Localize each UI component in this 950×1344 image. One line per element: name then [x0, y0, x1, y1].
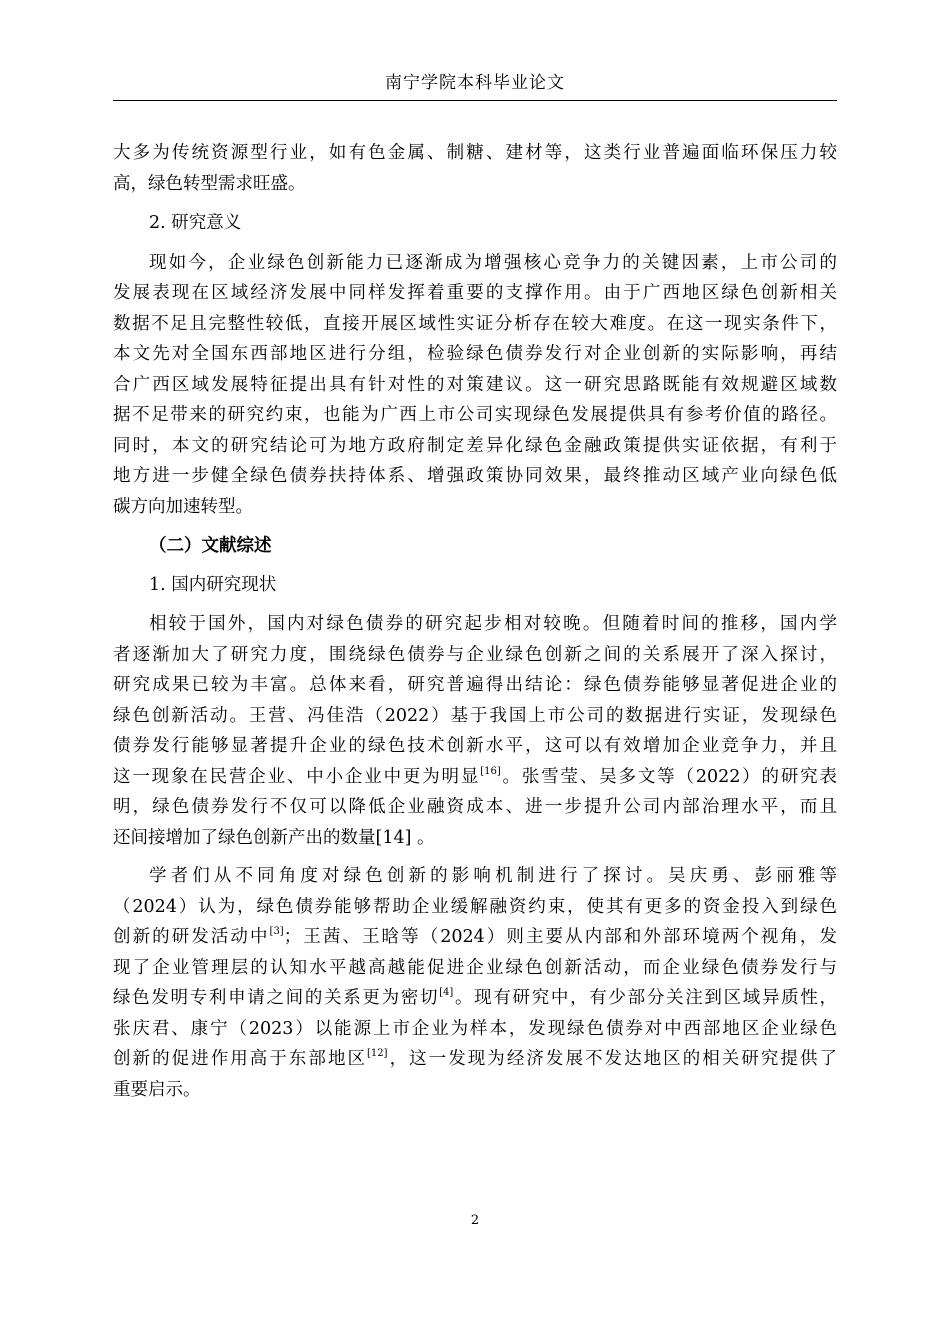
- citation-marker: [3]: [269, 926, 284, 937]
- text-segment: 。现有研究中，有少部分关注到区域异质性，: [453, 988, 837, 1008]
- text-line: 重要启示。: [113, 1079, 201, 1100]
- paragraph-gap: [113, 853, 837, 861]
- text-segment: 创新的研发活动中: [113, 927, 270, 947]
- text-line: 据不足带来的研究约束，也能为广西上市公司实现绿色发展提供具有参考价值的路径。: [113, 405, 837, 425]
- paragraph-continuation: [113, 138, 837, 199]
- text-line: 现了企业管理层的认知水平越高越能促进企业绿色创新活动，而企业绿色债券发行与: [113, 957, 837, 978]
- paragraph-significance: [113, 248, 837, 523]
- text-segment: ，这一发现为经济发展不发达地区的相关研究提供了: [387, 1049, 837, 1069]
- text-line: [113, 1044, 837, 1075]
- header-rule: [113, 100, 837, 101]
- paragraph-domestic-2: [113, 861, 837, 1105]
- text-line: 明，绿色债券发行不仅可以降低企业融资成本、进一步提升公司内部治理水平，而且: [113, 797, 837, 817]
- subheading-research-significance: 2. 研究意义: [149, 213, 242, 233]
- text-line: 碳方向加速转型。: [113, 496, 253, 517]
- text-line: 张庆君、康宁（2023）以能源上市企业为样本，发现绿色债券对中西部地区企业绿色: [113, 1018, 837, 1039]
- text-line: [113, 922, 837, 953]
- text-line: 高，绿色转型需求旺盛。: [113, 173, 306, 194]
- running-header: 南宁学院本科毕业论文: [385, 73, 565, 93]
- text-line: 现如今，企业绿色创新能力已逐渐成为增强核心竞争力的关键因素，上市公司的: [149, 252, 837, 273]
- paragraph-domestic-1: [113, 609, 837, 853]
- text-line: 绿色创新活动。王营、冯佳浩（2022）基于我国上市公司的数据进行实证，发现绿色: [113, 705, 837, 726]
- text-segment: 绿色发明专利申请之间的关系更为密切: [113, 988, 440, 1008]
- text-line: （2024）认为，绿色债券能够帮助企业缓解融资约束，使其有更多的资金投入到绿色: [113, 896, 837, 917]
- text-line: 大多为传统资源型行业，如有色金属、制糖、建材等，这类行业普遍面临环保压力较: [113, 143, 837, 163]
- text-line: 合广西区域发展特征提出具有针对性的对策建议。这一研究思路既能有效规避区域数: [113, 374, 837, 395]
- text-line: [113, 762, 837, 793]
- text-line: 债券发行能够显著提升企业的绿色技术创新水平，这可以有效增加企业竞争力，并且: [113, 736, 837, 756]
- subheading-domestic-research: 1. 国内研究现状: [149, 574, 277, 595]
- text-line: 学者们从不同角度对绿色创新的影响机制进行了探讨。吴庆勇、彭丽雅等: [149, 866, 837, 886]
- text-line: 本文先对全国东西部地区进行分组，检验绿色债券发行对企业创新的实际影响，再结: [113, 344, 837, 364]
- text-line: 相较于国外，国内对绿色债券的研究起步相对较晚。但随着时间的推移，国内学: [149, 614, 837, 634]
- text-line: 数据不足且完整性较低，直接开展区域性实证分析存在较大难度。在这一现实条件下，: [113, 313, 837, 334]
- page-number: 2: [470, 1213, 480, 1228]
- text-line: 发展表现在区域经济发展中同样发挥着重要的支撑作用。由于广西地区绿色创新相关: [113, 283, 837, 303]
- section-heading-literature-review: （二）文献综述: [149, 536, 272, 556]
- text-segment: 。张雪莹、吴多文等（2022）的研究表: [500, 766, 837, 787]
- text-line: [113, 983, 837, 1014]
- citation-marker: [16]: [480, 765, 501, 777]
- text-segment: ；王茜、王晗等（2024）则主要从内部和外部环境两个视角，发: [283, 927, 837, 947]
- text-line: 者逐渐加大了研究力度，围绕绿色债券与企业绿色创新之间的关系展开了深入探讨，: [113, 644, 837, 665]
- text-line: 还间接增加了绿色创新产出的数量[14] 。: [113, 827, 435, 848]
- text-segment: 这一现象在民营企业、中小企业中更为明显: [113, 766, 481, 787]
- text-segment: 创新的促进作用高于东部地区: [113, 1049, 368, 1069]
- body-text: [113, 138, 837, 1105]
- citation-marker: [4]: [439, 987, 454, 998]
- text-line: 地方进一步健全绿色债券扶持体系、增强政策协同效果，最终推动区域产业向绿色低: [113, 466, 837, 486]
- text-line: 研究成果已较为丰富。总体来看，研究普遍得出结论：绿色债券能够显著促进企业的: [113, 675, 837, 695]
- text-line: 同时，本文的研究结论可为地方政府制定差异化绿色金融政策提供实证依据，有利于: [113, 435, 837, 456]
- citation-marker: [12]: [367, 1048, 388, 1059]
